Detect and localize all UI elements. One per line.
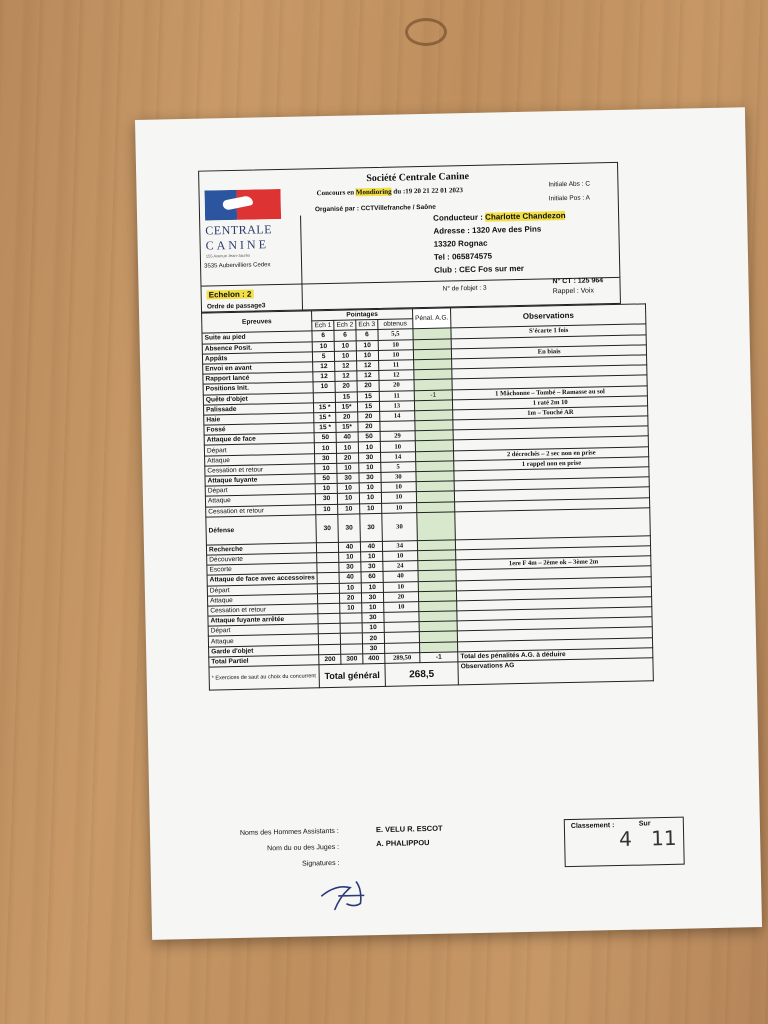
observation-text: 1m – Touché AR <box>453 406 648 420</box>
header-pointages: Pointages <box>312 309 413 321</box>
epreuve-label: Attaque <box>208 634 318 646</box>
ech1-value: 50 <box>315 473 337 484</box>
jump-footnote: * Exercices de saut au choix du concurrent <box>209 665 320 690</box>
ech3-value: 10 <box>361 551 383 562</box>
ech2-value: 40 <box>338 542 360 553</box>
obtenus-value: 10 <box>383 602 418 613</box>
ech2-value: 10 <box>339 552 361 563</box>
total-partiel-label: Total Partiel <box>209 655 319 667</box>
obtenus-value: 30 <box>381 472 416 483</box>
ech3-value: 30 <box>361 562 383 573</box>
score-sheet <box>135 107 762 940</box>
ech3-value: 10 <box>356 350 378 361</box>
ech2-value: 10 <box>334 351 356 362</box>
numero-ct-block: N° CT : 125 964 Rappel : Voix <box>552 277 604 296</box>
classement-box: Classement : Sur 4 11 <box>564 817 685 868</box>
obtenus-value: 10 <box>381 502 416 513</box>
classement-rank: 4 <box>618 826 633 852</box>
epreuve-label: Attaque <box>205 494 315 506</box>
conducteur-name: Charlotte Chandezon <box>485 211 566 222</box>
ech2-value <box>340 613 362 624</box>
ech3-value: 15 <box>357 391 379 402</box>
ech3-value: 12 <box>357 371 379 382</box>
penal-value <box>417 512 456 541</box>
epreuve-label: Recherche <box>206 543 316 555</box>
assistants-names: E. VELU R. ESCOT <box>375 823 443 835</box>
epreuve-label: Palissade <box>203 403 313 415</box>
total-penal: -1 <box>420 652 459 663</box>
obtenus-value: 12 <box>379 370 414 381</box>
logo-line2: CANINE <box>205 237 270 253</box>
ech2-value: 10 <box>337 483 359 494</box>
epreuve-label: Garde d'objet <box>209 644 319 656</box>
concours-type: Mondioring <box>355 187 392 197</box>
ech2-value: 10 <box>338 503 360 514</box>
obtenus-value: 10 <box>383 581 418 592</box>
epreuve-label: Départ <box>205 484 315 496</box>
ech3-value: 60 <box>361 572 383 583</box>
ech3-value: 10 <box>356 340 378 351</box>
epreuve-label: Quête d'objet <box>203 392 313 404</box>
conducteur-tel: Tel : 065874575 <box>433 251 493 262</box>
ech2-value: 6 <box>334 330 356 341</box>
ech1-value: 15 * <box>314 422 336 433</box>
ech2-value <box>340 623 362 634</box>
obtenus-value: 10 <box>378 339 413 350</box>
total-ech1: 200 <box>319 654 341 665</box>
header-ech2: Ech 2 <box>334 320 356 331</box>
ech1-value: 6 <box>312 331 334 342</box>
ech1-value <box>318 624 340 635</box>
observation-text: 1ere F 4m – 2ème ok – 3ème 2m <box>456 556 651 570</box>
ech2-value: 12 <box>335 361 357 372</box>
ech3-value: 6 <box>356 330 378 341</box>
obtenus-value: 40 <box>383 571 418 582</box>
ech3-value: 30 <box>361 592 383 603</box>
total-ech2: 300 <box>341 654 363 665</box>
epreuve-label: Suite au pied <box>202 331 312 343</box>
total-obtenus: 289,50 <box>385 652 420 663</box>
total-general-label: Total général <box>319 663 385 687</box>
ech1-value: 12 <box>313 371 335 382</box>
logo-address: 3535 Aubervilliers Cedex <box>204 262 271 270</box>
conducteur-club: Club : CEC Fos sur mer <box>434 263 525 275</box>
ech2-value: 20 <box>335 381 357 392</box>
ech1-value <box>319 644 341 655</box>
obtenus-value <box>384 622 419 633</box>
ech1-value: 10 <box>315 443 337 454</box>
ech1-value: 10 <box>313 382 335 393</box>
conducteur-ville: 13320 Rognac <box>433 238 488 249</box>
epreuve-label: Appâts <box>202 352 312 364</box>
epreuve-label: Fossé <box>204 423 314 435</box>
ech2-value: 40 <box>339 572 361 583</box>
ech3-value: 20 <box>357 381 379 392</box>
ech2-value: 20 <box>340 593 362 604</box>
wood-knot <box>405 18 447 46</box>
epreuve-label: Haie <box>204 413 314 425</box>
ech2-value: 15* <box>336 422 358 433</box>
ech1-value: 12 <box>313 361 335 372</box>
epreuve-label: Découverte <box>207 553 317 565</box>
score-table <box>201 303 654 690</box>
centrale-canine-logo <box>204 189 281 259</box>
ech3-value: 10 <box>361 582 383 593</box>
initiale-pos: Initiale Pos : A <box>548 194 591 203</box>
org-title: Société Centrale Canine <box>366 171 470 185</box>
ech1-value: 30 <box>316 494 338 505</box>
ech3-value: 10 <box>359 483 381 494</box>
conducteur-adresse: Adresse : 1320 Ave des Pins <box>433 224 542 236</box>
ech1-value <box>318 603 340 614</box>
obtenus-value: 10 <box>378 349 413 360</box>
ech3-value: 30 <box>359 472 381 483</box>
ech2-value <box>341 643 363 654</box>
ech2-value: 15* <box>336 402 358 413</box>
epreuve-label: Départ <box>204 443 314 455</box>
obtenus-value: 14 <box>379 411 414 422</box>
epreuve-label: Attaque fuyante <box>205 474 315 486</box>
organise-par: Organisé par : CCTVillefranche / Saône <box>314 203 436 214</box>
ech3-value: 10 <box>362 623 384 634</box>
obtenus-value: 34 <box>382 540 417 551</box>
ech2-value: 40 <box>336 432 358 443</box>
obtenus-value: 11 <box>378 360 413 371</box>
ech3-value: 12 <box>357 360 379 371</box>
juges-names: A. PHALIPPOU <box>376 837 430 849</box>
ech3-value: 10 <box>359 493 381 504</box>
ech1-value <box>317 573 339 584</box>
obtenus-value: 24 <box>383 561 418 572</box>
epreuve-label: Envoi en avant <box>203 362 313 374</box>
total-penalites-label: Total des pénalités A.G. à déduire <box>458 648 653 662</box>
ech2-value <box>340 633 362 644</box>
ech2-value: 15 <box>335 391 357 402</box>
epreuve-label: Départ <box>208 624 318 636</box>
header-ech3: Ech 3 <box>356 320 378 331</box>
epreuve-label: Attaque fuyante arrêtée <box>208 614 318 626</box>
epreuve-label: Cessation et retour <box>208 604 318 616</box>
total-ech3: 400 <box>363 653 385 664</box>
epreuve-label: Attaque <box>207 593 317 605</box>
observations-ag-label: Observations AG <box>458 658 653 685</box>
observation-text: 1 rappel non en prise <box>454 457 649 471</box>
ech1-value: 5 <box>313 351 335 362</box>
ech1-value: 30 <box>316 514 338 542</box>
judge-signature <box>316 873 387 914</box>
ech2-value: 10 <box>337 493 359 504</box>
ech1-value: 10 <box>315 463 337 474</box>
epreuve-label: Attaque <box>205 453 315 465</box>
ech3-value: 30 <box>358 452 380 463</box>
ech3-value: 50 <box>358 432 380 443</box>
ech2-value: 30 <box>337 473 359 484</box>
ech3-value: 40 <box>360 541 382 552</box>
ech2-value: 10 <box>334 340 356 351</box>
ech1-value: 10 <box>312 341 334 352</box>
logo-line1: CENTRALE <box>205 222 273 238</box>
obtenus-value: 29 <box>380 431 415 442</box>
logo-small: 155 Avenue Jean-Jaurès <box>205 252 251 259</box>
obtenus-value: 20 <box>379 380 414 391</box>
ech1-value: 30 <box>315 453 337 464</box>
obtenus-value: 13 <box>379 400 414 411</box>
ech2-value: 20 <box>336 412 358 423</box>
observation-text: 1 raté 2m 10 <box>453 396 648 410</box>
epreuve-label: Attaque de face <box>204 433 314 445</box>
header-ech1: Ech 1 <box>312 321 334 332</box>
ech3-value: 20 <box>358 422 380 433</box>
epreuve-label: Attaque de face avec accessoires <box>207 573 317 585</box>
ech1-value: 15 * <box>314 412 336 423</box>
epreuve-label: Cessation et retour <box>206 504 316 516</box>
header-epreuves: Epreuves <box>202 311 313 334</box>
ordre-passage: Ordre de passage3 <box>206 302 266 311</box>
ech2-value: 30 <box>338 514 360 542</box>
header-observations: Observations <box>451 304 646 328</box>
observation-text: S'écarte 1 fois <box>451 324 646 338</box>
ech3-value: 10 <box>360 503 382 514</box>
obtenus-value: 10 <box>381 482 416 493</box>
epreuve-label: Rapport lancé <box>203 372 313 384</box>
obtenus-value: 5,5 <box>378 329 413 340</box>
ech1-value <box>317 562 339 573</box>
epreuve-label: Escorte <box>207 563 317 575</box>
signature-values <box>376 822 443 851</box>
conducteur-block: Conducteur : Charlotte Chandezon Adresse : 1320 Ave des Pins 13320 Rognac Tel : 065874575 Club : CEC Fos sur mer <box>433 211 566 275</box>
ech1-value <box>318 593 340 604</box>
epreuve-label: Départ <box>207 583 317 595</box>
obtenus-value: 10 <box>382 551 417 562</box>
epreuve-label: Défense <box>206 515 317 545</box>
obtenus-value: 14 <box>380 451 415 462</box>
epreuve-label: Cessation et retour <box>205 464 315 476</box>
ech1-value: 10 <box>316 504 338 515</box>
classement-total: 11 <box>650 825 677 851</box>
epreuve-label: Absence Posit. <box>202 341 312 353</box>
epreuve-label: Positions Init. <box>203 382 313 394</box>
concours-line: Concours en Mondioring du :19 20 21 22 01 2023 <box>316 186 464 198</box>
ech2-value: 12 <box>335 371 357 382</box>
observation-text: 1 Mâchonne – Tombé – Ramasse au sol <box>452 385 647 399</box>
total-general-value: 268,5 <box>385 662 459 687</box>
echelon: Echelon : 2 <box>208 289 252 300</box>
ech3-value: 30 <box>362 643 384 654</box>
ech3-value: 15 <box>357 401 379 412</box>
ech1-value <box>319 634 341 645</box>
observation-text <box>455 508 651 540</box>
ech2-value: 10 <box>337 463 359 474</box>
ech1-value <box>317 583 339 594</box>
ech3-value: 10 <box>358 442 380 453</box>
observation-text: 2 décrochés – 2 sec non en prise <box>454 446 649 460</box>
ech1-value: 10 <box>315 484 337 495</box>
ech3-value: 20 <box>362 633 384 644</box>
ech1-value <box>317 552 339 563</box>
ech1-value <box>317 542 339 553</box>
ech2-value: 10 <box>339 582 361 593</box>
obtenus-value: 5 <box>381 462 416 473</box>
header-obtenus: obtenus <box>378 319 413 330</box>
ech3-value: 30 <box>362 612 384 623</box>
obtenus-value: 10 <box>380 441 415 452</box>
ech1-value: 15 * <box>314 402 336 413</box>
obtenus-value: 30 <box>382 512 418 541</box>
penal-value: -1 <box>414 389 453 400</box>
ech2-value: 10 <box>336 442 358 453</box>
header-penal: Pénal. A.G. <box>412 308 451 329</box>
ech2-value: 20 <box>337 453 359 464</box>
ech2-value: 30 <box>339 562 361 573</box>
ech3-value: 10 <box>359 462 381 473</box>
ech1-value <box>313 392 335 403</box>
ech3-value: 20 <box>358 411 380 422</box>
ech3-value: 30 <box>360 513 382 541</box>
numero-objet: N° de l'objet : 3 <box>442 284 487 293</box>
obtenus-value: 20 <box>383 591 418 602</box>
ech1-value: 50 <box>314 433 336 444</box>
observation-text: En biais <box>452 345 647 359</box>
obtenus-value <box>384 612 419 623</box>
obtenus-value: 10 <box>381 492 416 503</box>
ech2-value: 10 <box>340 603 362 614</box>
initiale-abs: Initiale Abs : C <box>548 180 591 189</box>
ech1-value <box>318 613 340 624</box>
signature-labels: Noms des Hommes Assistants : Nom du ou des Juges : Signatures : <box>239 827 340 868</box>
obtenus-value: 11 <box>379 390 414 401</box>
ech3-value: 10 <box>362 602 384 613</box>
